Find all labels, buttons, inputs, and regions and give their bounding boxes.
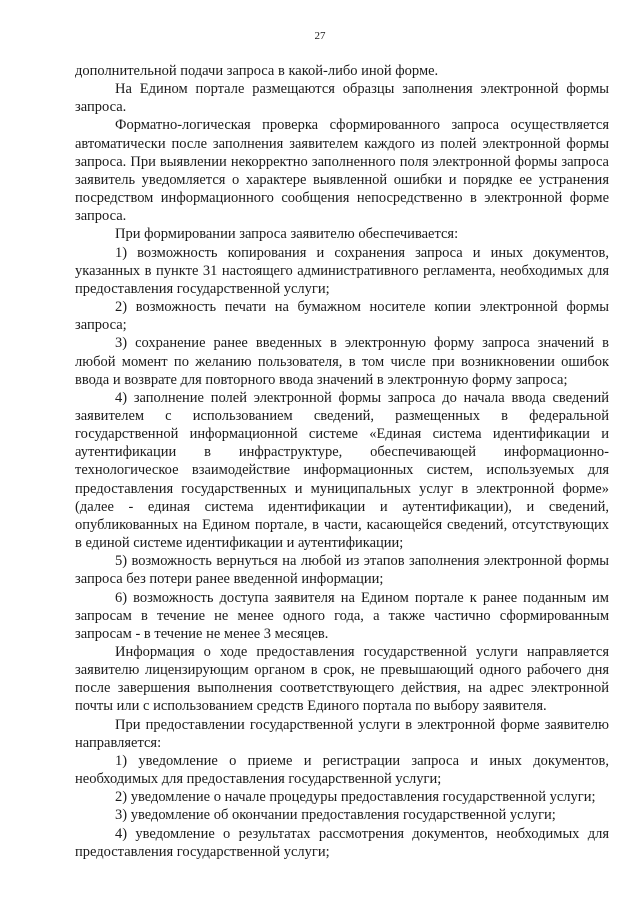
list-item: 6) возможность доступа заявителя на Едином портале к ранее поданным им запросам в течение не менее одного года, а также частично сформированным запросам - в течение не менее 3 месяцев. — [75, 589, 609, 642]
paragraph: дополнительной подачи запроса в какой-либо иной форме. — [75, 63, 439, 79]
document-body — [75, 62, 609, 861]
list-item: 3) сохранение ранее введенных в электронную форму запроса значений в любой момент по желанию пользователя, в том числе при возникновении ошибок ввода и возврате для повторного ввода значений в электронную форму запроса; — [75, 335, 609, 388]
page-number: 27 — [314, 30, 326, 42]
list-item: 1) возможность копирования и сохранения запроса и иных документов, указанных в пункте 31 настоящего административного регламента, необходимых для предоставления государственной услуги; — [75, 244, 609, 297]
list-item: 1) уведомление о приеме и регистрации запроса и иных документов, необходимых для предоставления государственной услуги; — [75, 752, 609, 788]
paragraph: Информация о ходе предоставления государственной услуги направляется заявителю лицензирующим органом в срок, не превышающий одного рабочего дня после завершения выполнения соответствующего действия, на адрес электронной почты или с использованием средств Единого портала по выбору заявителя. — [75, 644, 609, 715]
list-item: 4) уведомление о результатах рассмотрения документов, необходимых для предоставления государственной услуги; — [75, 825, 609, 860]
list-item: 5) возможность вернуться на любой из этапов заполнения электронной формы запроса без потери ранее введенной информации; — [75, 553, 609, 588]
list-item: 4) заполнение полей электронной формы запроса до начала ввода сведений заявителем с использованием сведений, размещенных в федеральной государственной информационной системе «Единая система идентификации и аутентификации в инфраструктуре, обеспечивающей информационно-технологическое взаимодействие информационных систем, используемых для предоставления государственных и муниципальных услуг в электронной форме» (далее - единая система идентификации и аутентификации), и сведений, опубликованных на Едином портале, в части, касающейся сведений, отсутствующих в единой системе идентификации и аутентификации; — [75, 389, 609, 552]
paragraph: При предоставлении государственной услуги в электронной форме заявителю направляется: — [75, 716, 609, 751]
list-item: 2) уведомление о начале процедуры предоставления государственной услуги; — [115, 789, 596, 806]
list-item: 2) возможность печати на бумажном носителе копии электронной формы запроса; — [75, 299, 609, 334]
paragraph: При формировании запроса заявителю обеспечивается: — [115, 226, 459, 243]
list-item: 3) уведомление об окончании предоставления государственной услуги; — [115, 807, 556, 824]
paragraph: На Едином портале размещаются образцы заполнения электронной формы запроса. — [75, 81, 609, 116]
paragraph: Форматно-логическая проверка сформированного запроса осуществляется автоматически после заполнения заявителем каждого из полей электронной формы запроса. При выявлении некорректно заполненного поля электронной формы запроса заявитель уведомляется о характере выявленной ошибки и порядке ее устранения посредством информационного сообщения непосредственно в электронной форме запроса. — [75, 117, 609, 225]
